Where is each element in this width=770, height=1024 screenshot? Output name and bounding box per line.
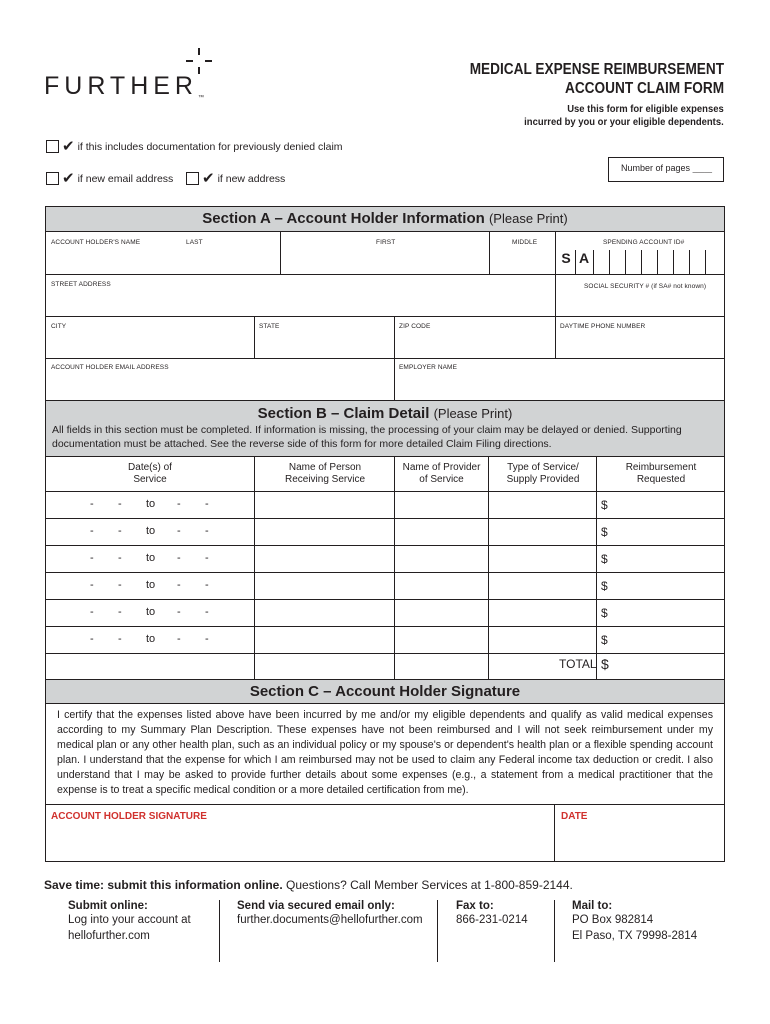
divider: [705, 250, 706, 274]
middle-name-label: MIDDLE: [512, 239, 538, 246]
provider-name-input[interactable]: [396, 574, 487, 597]
spending-account-id-label: SPENDING ACCOUNT ID#: [603, 239, 685, 246]
number-of-pages-field[interactable]: [608, 157, 724, 182]
date-range-to: to: [146, 579, 156, 591]
street-address-input[interactable]: [46, 290, 554, 315]
amount-dollar: $: [601, 525, 608, 539]
section-b-description: All fields in this section must be completed. If information is missing, the processing of your claim may be delayed or denied. Supporting documentation must be attached. See the reverse side of this form for more detailed Claim Filing directions.: [52, 424, 682, 450]
form-subtitle: Use this form for eligible expenses incurred by you or your eligible dependents.: [524, 103, 724, 128]
amount-dollar: $: [601, 498, 608, 512]
service-type-input[interactable]: [490, 601, 595, 624]
date-of-service-input[interactable]: [47, 547, 253, 570]
service-type-input[interactable]: [490, 520, 595, 543]
service-type-input[interactable]: [490, 493, 595, 516]
section-b-header: Section B – Claim Detail (Please Print): [45, 400, 725, 457]
row-divider: [46, 599, 725, 600]
date-separator: -: [205, 579, 209, 591]
divider: [46, 274, 725, 275]
date-label: DATE: [561, 811, 588, 822]
form-title: MEDICAL EXPENSE REIMBURSEMENT ACCOUNT CLAIM FORM: [469, 61, 724, 97]
date-separator: -: [90, 498, 94, 510]
new-address-checkbox[interactable]: [186, 172, 199, 185]
provider-name-input[interactable]: [396, 493, 487, 516]
person-name-input[interactable]: [256, 520, 393, 543]
section-c-header: Section C – Account Holder Signature: [45, 679, 725, 704]
date-separator: -: [90, 525, 94, 537]
date-of-service-input[interactable]: [47, 520, 253, 543]
hellofurther-link[interactable]: hellofurther.com: [68, 930, 150, 942]
amount-dollar: $: [601, 633, 608, 647]
daytime-phone-label: DAYTIME PHONE NUMBER: [560, 323, 646, 330]
divider: [46, 316, 725, 317]
signature-field[interactable]: [46, 826, 553, 861]
street-address-label: STREET ADDRESS: [51, 281, 111, 288]
zip-code-input[interactable]: [396, 332, 554, 357]
date-separator: -: [177, 579, 181, 591]
date-separator: -: [90, 606, 94, 618]
first-name-input[interactable]: [282, 248, 488, 273]
daytime-phone-input[interactable]: [557, 332, 724, 357]
state-input[interactable]: [256, 332, 393, 357]
date-separator: -: [177, 633, 181, 645]
signature-label: ACCOUNT HOLDER SIGNATURE: [51, 811, 207, 822]
person-name-input[interactable]: [256, 601, 393, 624]
divider: [641, 250, 642, 274]
amount-dollar: $: [601, 579, 608, 593]
total-dollar: $: [601, 656, 609, 672]
divider: [254, 316, 255, 358]
new-address-label: if new address: [217, 172, 286, 185]
date-of-service-input[interactable]: [47, 628, 253, 651]
date-range-to: to: [146, 633, 156, 645]
submit-online-block: Submit online: Log into your account at hellofurther.com: [68, 900, 191, 942]
date-separator: -: [118, 525, 122, 537]
city-label: CITY: [51, 323, 67, 330]
documents-email-link[interactable]: further.documents@hellofurther.com: [237, 914, 423, 926]
date-range-to: to: [146, 498, 156, 510]
date-range-to: to: [146, 552, 156, 564]
divider: [689, 250, 690, 274]
amount-dollar: $: [601, 606, 608, 620]
date-range-to: to: [146, 525, 156, 537]
date-separator: -: [205, 633, 209, 645]
person-name-input[interactable]: [256, 628, 393, 651]
denied-claim-option[interactable]: [46, 140, 343, 153]
last-name-label: LAST: [186, 239, 203, 246]
account-holder-name-label: ACCOUNT HOLDER'S NAME: [51, 239, 141, 246]
divider: [609, 250, 610, 274]
sa-letter-s: S: [561, 250, 571, 266]
service-type-input[interactable]: [490, 547, 595, 570]
date-separator: -: [205, 498, 209, 510]
amount-input[interactable]: [612, 520, 722, 543]
mail-block: Mail to: PO Box 982814 El Paso, TX 79998-2814: [572, 900, 698, 942]
date-range-to: to: [146, 606, 156, 618]
divider: [554, 900, 555, 962]
divider: [625, 250, 626, 274]
person-name-input[interactable]: [256, 493, 393, 516]
logo-text: FURTHER: [44, 72, 198, 100]
submission-intro: Save time: submit this information online. Questions? Call Member Services at 1-800-859-2144.: [44, 878, 573, 892]
date-of-service-input[interactable]: [47, 493, 253, 516]
divider: [437, 900, 438, 962]
person-name-input[interactable]: [256, 574, 393, 597]
divider: [489, 232, 490, 274]
further-logo: [44, 72, 204, 101]
certification-text: I certify that the expenses listed above have been incurred by me and/or my eligible dependents and qualify as valid medical expenses according to my Summary Plan Description. These expenses have not been reimbursed and I will not seek reimbursement under my medical plan or any other health plan, such as an individual policy or my spouse's or dependent's health plan or a flexible spending account plan. I understand that the expense for which I am reimbursed may not be used to claim any Federal income tax deduction or credit. I also understand that I may be asked to provide further details about some expenses (e.g., a statement from a medical practitioner that the expense is to treat a specific medical condition or a more detailed certification from me).: [57, 709, 713, 796]
new-address-option[interactable]: [186, 172, 285, 185]
col-dates-header: Date(s) of Service: [128, 462, 172, 485]
check-icon: ✔: [62, 138, 75, 155]
ssn-label: SOCIAL SECURITY # (if SA# not known): [584, 283, 707, 290]
person-name-input[interactable]: [256, 547, 393, 570]
amount-input[interactable]: [612, 493, 722, 516]
pages-label: Number of pages: [621, 163, 691, 173]
date-separator: -: [118, 606, 122, 618]
last-name-input[interactable]: [46, 248, 279, 273]
logo-trademark: ™: [197, 95, 204, 101]
col-type-header: Type of Service/ Supply Provided: [506, 462, 580, 485]
email-submission-block: Send via secured email only: further.documents@hellofurther.com: [237, 900, 423, 926]
fax-block: Fax to: 866-231-0214: [456, 900, 528, 926]
date-separator: -: [118, 633, 122, 645]
provider-name-input[interactable]: [396, 547, 487, 570]
service-type-input[interactable]: [490, 628, 595, 651]
row-divider: [46, 572, 725, 573]
divider: [554, 804, 555, 862]
zip-code-label: ZIP CODE: [399, 323, 431, 330]
date-separator: -: [205, 552, 209, 564]
amount-input[interactable]: [612, 628, 722, 651]
row-divider: [46, 626, 725, 627]
denied-claim-checkbox[interactable]: [46, 140, 59, 153]
divider: [657, 250, 658, 274]
amount-input[interactable]: [612, 574, 722, 597]
email-address-label: ACCOUNT HOLDER EMAIL ADDRESS: [51, 364, 169, 371]
provider-name-input[interactable]: [396, 520, 487, 543]
divider: [46, 804, 725, 805]
date-separator: -: [118, 552, 122, 564]
divider: [219, 900, 220, 962]
first-name-label: FIRST: [376, 239, 396, 246]
section-a-header: Section A – Account Holder Information (Please Print): [45, 206, 725, 232]
new-email-label: if new email address: [77, 172, 174, 185]
col-provider-header: Name of Provider of Service: [402, 462, 481, 485]
middle-name-input[interactable]: [491, 248, 554, 273]
logo-spark-icon: [186, 48, 212, 74]
total-label: TOTAL: [559, 657, 597, 671]
provider-name-input[interactable]: [396, 601, 487, 624]
state-label: STATE: [259, 323, 280, 330]
date-of-service-input[interactable]: [47, 574, 253, 597]
provider-name-input[interactable]: [396, 628, 487, 651]
check-icon: ✔: [202, 170, 215, 187]
email-address-input[interactable]: [46, 374, 393, 399]
amount-dollar: $: [601, 552, 608, 566]
new-email-checkbox[interactable]: [46, 172, 59, 185]
date-field[interactable]: [556, 826, 724, 861]
denied-claim-label: if this includes documentation for previously denied claim: [77, 140, 343, 153]
new-email-option[interactable]: [46, 172, 173, 185]
pages-blank: _____: [692, 166, 713, 173]
date-of-service-input[interactable]: [47, 601, 253, 624]
date-separator: -: [118, 498, 122, 510]
city-input[interactable]: [46, 332, 253, 357]
employer-name-label: EMPLOYER NAME: [399, 364, 458, 371]
date-separator: -: [90, 633, 94, 645]
col-reimbursement-header: Reimbursement Requested: [625, 462, 697, 485]
date-separator: -: [177, 525, 181, 537]
date-separator: -: [177, 606, 181, 618]
row-divider: [46, 545, 725, 546]
row-divider: [46, 518, 725, 519]
date-separator: -: [177, 552, 181, 564]
total-amount-input[interactable]: [612, 654, 722, 676]
employer-name-input[interactable]: [396, 374, 724, 399]
date-separator: -: [205, 606, 209, 618]
ssn-input[interactable]: [556, 292, 724, 315]
col-person-header: Name of Person Receiving Service: [284, 462, 366, 485]
check-icon: ✔: [62, 170, 75, 187]
date-separator: -: [205, 525, 209, 537]
date-separator: -: [177, 498, 181, 510]
divider: [593, 250, 594, 274]
amount-input[interactable]: [612, 547, 722, 570]
divider: [280, 232, 281, 274]
date-separator: -: [118, 579, 122, 591]
date-separator: -: [90, 579, 94, 591]
service-type-input[interactable]: [490, 574, 595, 597]
date-separator: -: [90, 552, 94, 564]
divider: [46, 491, 725, 492]
amount-input[interactable]: [612, 601, 722, 624]
divider: [46, 358, 725, 359]
sa-letter-a: A: [578, 250, 590, 266]
divider: [673, 250, 674, 274]
